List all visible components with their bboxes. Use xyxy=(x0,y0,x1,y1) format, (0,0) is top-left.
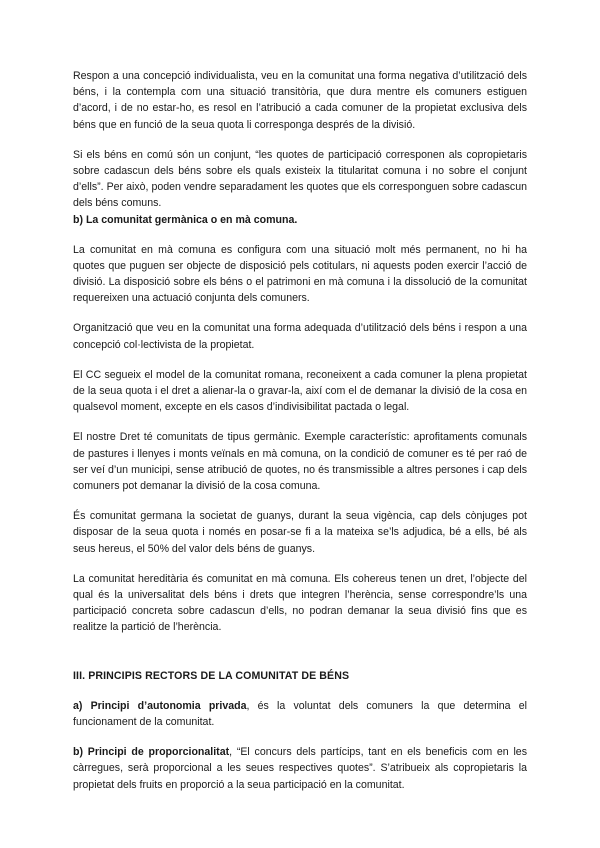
paragraph-cc-model: El CC segueix el model de la comunitat romana, reconeixent a cada comuner la plena propietat de la seua quota i el dret a alienar-la o gravar-la, així com el de demanar la divisió de la cosa en qualsevol moment, excepte en els casos d’indivisibilitat pactada o legal. xyxy=(73,368,527,414)
paragraph-ma-comuna: La comunitat en mà comuna es configura com una situació molt més permanent, no hi ha quotes que puguen ser objecte de disposició pels cotitulars, ni aquests poden exercir l’acció de divisió. La disposició sobre els béns o el patrimoni en mà comuna i la dissolució de la comunitat requereixen una actuació conjunta dels comuners. xyxy=(73,243,527,305)
paragraph-romana-concepcio: Respon a una concepció individualista, veu en la comunitat una forma negativa d’utilització dels béns, i la contempla com una situació transitòria, que dura mentre els comuners estiguen d’acord, i de no estar-ho, es resol en l’atribució a cada comuner de la propietat exclusiva dels béns que en funció de la seua quota li corresponga després de la divisió. xyxy=(73,70,527,131)
paragraph-organitzacio: Organització que veu en la comunitat una forma adequada d’utilització dels béns i respon a una concepció col·lectivista de la propietat. xyxy=(73,322,527,351)
principi-proporcionalitat-text: , “El concurs dels partícips, tant en els beneficis com en les càrregues, serà proporcional a les seues respectives quotes”. S’atribueix als copropietaris la propietat dels fruits en proporció a la seua participació en la comunitat. xyxy=(73,746,527,791)
paragraph-comunitat-hereditaria: La comunitat hereditària és comunitat en mà comuna. Els cohereus tenen un dret, l’objecte del qual és la universalitat dels béns i drets que integren l’herència, sense correspondre’ls una participació concreta sobre cadascun d’ells, no podran demanar la seua divisió fins que es realitze la partició de l’herència. xyxy=(73,572,527,634)
principi-autonomia-title: a) Principi d’autonomia privada xyxy=(73,699,247,712)
paragraph-principi-proporcionalitat xyxy=(73,744,527,793)
section-heading-principis-rectors: III. PRINCIPIS RECTORS DE LA COMUNITAT DE BÉNS xyxy=(73,669,350,682)
subheading-comunitat-germanica: b) La comunitat germànica o en mà comuna. xyxy=(73,213,298,226)
paragraph-dret-tipus-germanic: El nostre Dret té comunitats de tipus germànic. Exemple característic: aprofitaments comunals de pastures i llenyes i monts veïnals en mà comuna, on la condició de comuner es té per raó de ser veí d’un municipi, sense atribució de quotes, no és transmissible a altres persones i cap dels comuners pot demanar la divisió de la cosa comuna. xyxy=(73,431,527,493)
paragraph-societat-guanys: És comunitat germana la societat de guanys, durant la seua vigència, cap dels cònjuges pot disposar de la seua quota i només en posar-se fi a la mateixa se’ls adjudica, bé a ells, bé als seus hereus, el 50% del valor dels béns de guanys. xyxy=(73,510,527,555)
paragraph-principi-autonomia xyxy=(73,698,527,730)
principi-autonomia-text: , és la voluntat dels comuners la que determina el funcionament de la comunitat. xyxy=(73,699,527,728)
principi-proporcionalitat-title: b) Principi de proporcionalitat xyxy=(73,746,230,759)
paragraph-quotes-conjunt: Si els béns en comú són un conjunt, “les quotes de participació corresponen als copropietaris sobre cadascun dels béns sobre els quals existeix la titularitat comuna i no sobre el conjunt d’ells”. Per això, poden vendre separadament les quotes que els corresponguen sobre cadascun dels béns comuns. xyxy=(73,148,527,210)
